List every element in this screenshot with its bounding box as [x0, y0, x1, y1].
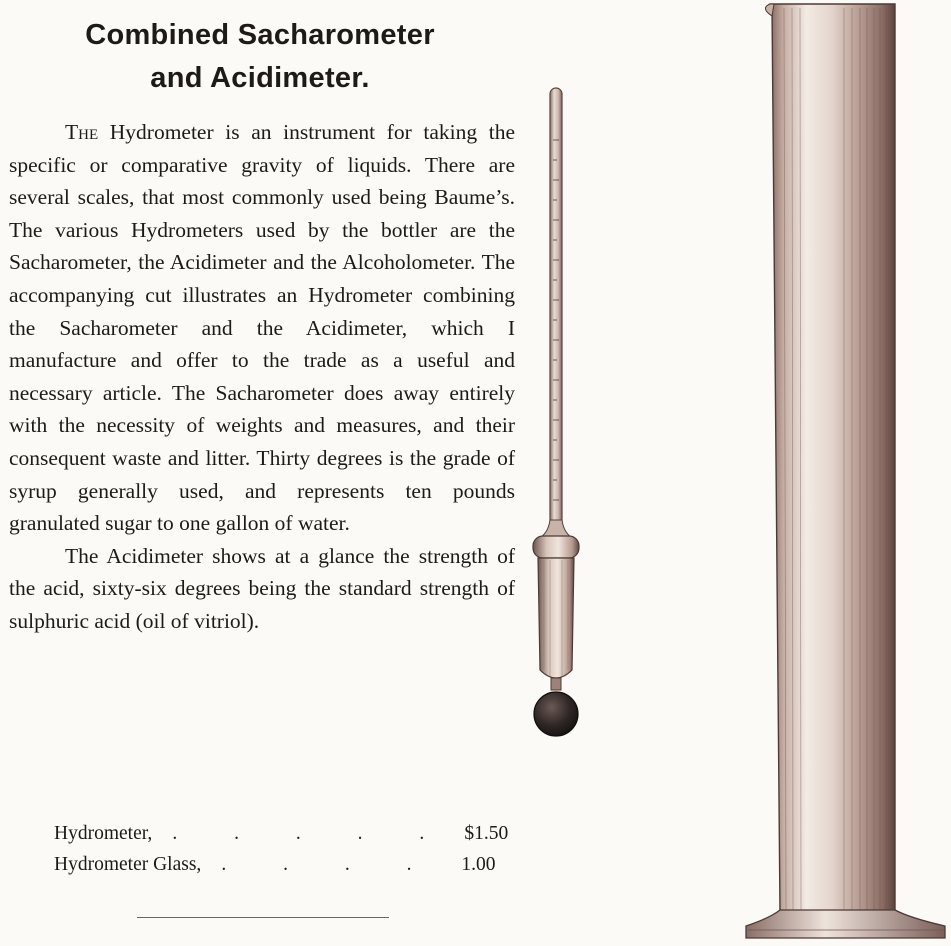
hydrometer-body	[538, 558, 574, 678]
page-title	[20, 14, 500, 100]
cylinder-lip	[765, 4, 774, 16]
price-list	[54, 818, 509, 880]
hydrometer-collar	[533, 536, 579, 558]
title-line-2: and Acidimeter.	[150, 62, 370, 94]
paragraph-1-text: Hydrometer is an instrument for taking the specific or comparative gravity of liquids. There are several scales, that most commonly used being Baume’s. The various Hydrometers used by the bottler are the Sacharometer, the Acidimeter and the Alcoholometer. The accompanying cut illustrates an Hydrometer combining the Sacharometer and the Acidimeter, which I manufacture and offer to the trade as a useful and necessary article. The Sacharometer does away entirely with the necessity of weights and measures, and their consequent waste and litter. Thirty degrees is the grade of syrup generally used, and represents ten pounds granulated sugar to one gallon of water.	[9, 120, 515, 536]
title-line-1: Combined Sacharometer	[85, 19, 435, 51]
leader-dots: . . . . .	[172, 823, 451, 844]
article-body	[9, 116, 515, 638]
paragraph-1	[9, 116, 515, 540]
cylinder-foot	[746, 910, 945, 938]
divider-rule	[137, 917, 389, 918]
price-value: 1.00	[461, 854, 496, 875]
hydrometer-connector	[551, 678, 561, 690]
hydrometer-bulb	[534, 692, 578, 736]
hydrometer-stem	[550, 88, 562, 538]
price-row-hydrometer	[54, 818, 509, 849]
paragraph-1-lead-word: The	[65, 120, 99, 144]
hydrometer-illustration	[520, 80, 610, 750]
leader-dots: . . . .	[221, 854, 438, 875]
price-value: $1.50	[464, 823, 509, 844]
hydrometer-glass-illustration	[740, 0, 951, 946]
paragraph-2: The Acidimeter shows at a glance the strength of the acid, sixty-six degrees being the standard strength of sulphuric acid (oil of vitriol).	[9, 543, 515, 633]
price-label: Hydrometer Glass,	[54, 854, 202, 875]
price-row-hydrometer-glass	[54, 849, 496, 880]
price-label: Hydrometer,	[54, 823, 153, 844]
cylinder-tube	[768, 4, 895, 912]
